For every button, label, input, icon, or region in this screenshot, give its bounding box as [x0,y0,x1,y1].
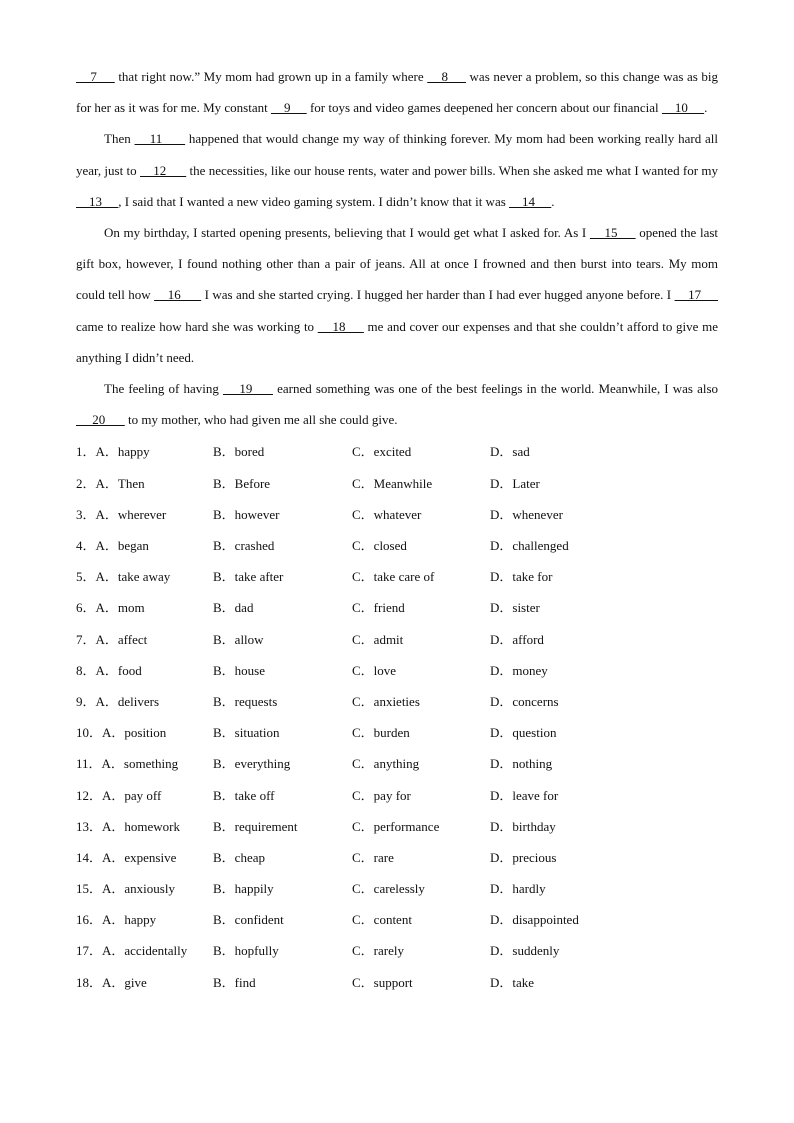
option-b: B．situation [213,725,280,741]
option-a-text: began [117,538,149,553]
option-d: D．birthday [490,818,556,834]
answer-blank: 14 [509,193,552,209]
option-d: D．question [490,725,557,741]
option-d: D．sad [490,444,530,460]
option-b: B．crashed [213,538,275,553]
option-a [76,748,213,779]
option-d: D．whenever [490,506,563,522]
option-a-text: something [123,756,179,772]
question-row [76,624,718,655]
option-c: C．friend [352,600,405,616]
option-c: C．pay for [352,787,411,803]
option-a-text: Then [117,475,145,491]
option-a-text: give [124,974,147,990]
answer-blank: 16 [154,287,202,303]
question-number: 9．A． [76,693,118,709]
option-d: D．afford [490,631,544,647]
option-c: C．admit [352,631,404,647]
passage-text: , I said that I wanted a new video gaming system. I didn’t know that it was [118,193,510,209]
option-a-text: happy [124,912,157,928]
option-b: B．take off [213,787,275,803]
passage-text: Then [104,131,135,147]
option-c: C．anxieties [352,693,420,709]
option-b: B．take after [213,569,284,585]
option-a [76,935,213,966]
option-a [76,561,213,592]
passage-text: happened that would change my way of thinking forever. My mom had been working really hard all year, just to [76,131,718,178]
option-a [76,592,213,623]
passage-text: to my mother, who had given me all she could give. [124,412,398,428]
cloze-passage [76,61,718,435]
option-a [76,811,213,842]
answer-blank: 15 [589,225,636,241]
option-a-text: affect [117,631,148,647]
question-row [76,873,718,904]
option-d: D．sister [490,600,540,616]
answer-blank: 11 [134,131,186,147]
passage-text: I was and she started crying. I hugged her harder than I had ever hugged anyone before. I [201,287,675,303]
option-a [76,717,213,748]
option-b: B．requirement [213,818,298,834]
option-d: D．disappointed [490,912,579,928]
option-b: B．Before [213,475,271,491]
passage-text: me and cover our expenses and that she couldn’t afford to give me anything I didn’t need. [76,318,718,365]
question-number: 5．A． [76,569,118,585]
question-number: 14．A． [76,849,125,865]
option-c: C．closed [352,538,407,553]
option-d: D．hardly [490,881,546,897]
answer-blank: 19 [222,381,273,397]
option-d: D．precious [490,849,557,865]
option-c: C．anything [352,756,420,772]
question-row [76,935,718,966]
option-c: C．performance [352,818,440,834]
option-a [76,967,213,998]
option-a-text: mom [117,600,145,616]
option-b: B．happily [213,881,274,897]
question-row [76,904,718,935]
option-c: C．love [352,662,397,678]
option-d: D．take for [490,569,553,585]
worksheet-page [76,61,718,998]
option-b: B．everything [213,756,291,772]
option-c: C．whatever [352,506,422,522]
option-b: B．confident [213,912,284,928]
passage-text: came to realize how hard she was working to [76,318,318,334]
question-row [76,811,718,842]
answer-blank: 12 [139,162,187,178]
question-number: 6．A． [76,600,118,616]
question-number: 18．A． [76,974,125,990]
question-row [76,436,718,467]
passage-paragraph [76,123,718,217]
option-a [76,436,213,467]
question-number: 11．A． [76,756,124,772]
option-a [76,873,213,904]
option-b: B．however [213,506,280,522]
passage-text: was never a problem, so this change was as big for her as it was for me. My constant [76,69,719,116]
passage-text: for toys and video games deepened her concern about our financial [306,100,662,116]
question-number: 16．A． [76,912,125,928]
option-a-text: expensive [124,849,177,865]
answer-blank: 20 [76,412,125,428]
option-a-text: food [117,662,142,678]
option-c: C．rare [352,849,394,865]
answer-blank: 13 [76,193,119,209]
question-row [76,717,718,748]
passage-paragraph [76,217,718,373]
question-row [76,842,718,873]
question-row [76,748,718,779]
option-b: B．house [213,662,266,678]
option-a-text: take away [117,569,171,585]
option-a [76,624,213,655]
option-c: C．support [352,974,413,990]
question-number: 1．A． [76,444,118,460]
option-a-text: anxiously [124,881,175,897]
question-row [76,655,718,686]
option-a [76,686,213,717]
answer-blank: 9 [270,100,307,116]
option-d: D．leave for [490,787,559,803]
answer-blank: 7 [76,69,115,84]
passage-paragraph [76,61,718,123]
option-a [76,904,213,935]
question-row [76,499,718,530]
answer-blank: 8 [427,69,466,84]
option-b: B．bored [213,444,265,460]
question-row [76,561,718,592]
option-d: D．challenged [490,538,569,553]
question-row [76,686,718,717]
option-b: B．dad [213,600,254,616]
question-number: 10．A． [76,725,125,741]
option-b: B．requests [213,693,278,709]
passage-paragraph [76,373,718,435]
question-row [76,468,718,499]
option-a [76,780,213,811]
option-a [76,499,213,530]
question-row [76,967,718,998]
option-a-text: delivers [117,693,160,709]
option-c: C．excited [352,444,412,460]
passage-text: . [704,100,708,116]
option-a-text: accidentally [124,943,188,959]
option-b: B．hopfully [213,943,279,959]
option-b: B．allow [213,631,264,647]
option-a-text: homework [124,818,180,834]
option-c: C．take care of [352,569,435,585]
question-row [76,592,718,623]
option-b: B．cheap [213,849,265,865]
option-a [76,468,213,499]
passage-text: On my birthday, I started opening presents, believing that I would get what I asked for. As I [104,225,590,241]
question-number: 3．A． [76,506,118,522]
option-c: C．carelessly [352,881,425,897]
option-a-text: happy [117,444,150,460]
answer-blank: 18 [317,318,364,334]
option-d: D．concerns [490,693,559,709]
question-number: 4．A． [76,538,118,553]
passage-text: . [551,193,555,209]
question-number: 15．A． [76,881,125,897]
question-number: 2．A． [76,475,118,491]
passage-text: opened the last gift box, however, I found nothing other than a pair of jeans. All at once I frowned and then burst into tears. My mom could tell how [76,225,719,303]
answer-options [76,436,718,997]
option-a [76,655,213,686]
option-a-text: position [124,725,167,741]
passage-text: The feeling of having [104,381,223,397]
option-d: D．take [490,974,535,990]
option-c: C．content [352,912,412,928]
answer-blank: 17 [674,287,719,303]
question-number: 7．A． [76,631,118,647]
question-row [76,530,718,561]
passage-text: earned something was one of the best feelings in the world. Meanwhile, I was also [272,381,719,397]
option-c: C．burden [352,725,410,741]
question-number: 17．A． [76,943,125,959]
answer-blank: 10 [661,100,705,116]
option-c: C．Meanwhile [352,475,433,491]
option-d: D．Later [490,475,540,491]
passage-text: that right now.” My mom had grown up in a family where [114,69,428,84]
option-a-text: wherever [117,506,167,522]
question-number: 8．A． [76,662,118,678]
option-c: C．rarely [352,943,404,959]
option-d: D．nothing [490,756,553,772]
option-d: D．money [490,662,548,678]
question-number: 13．A． [76,818,125,834]
option-b: B．find [213,974,256,990]
option-d: D．suddenly [490,943,560,959]
passage-text: the necessities, like our house rents, water and power bills. When she asked me what I wanted for my [186,162,718,178]
question-number: 12．A． [76,787,125,803]
option-a-text: pay off [124,787,162,803]
option-a [76,530,213,561]
option-a [76,842,213,873]
question-row [76,780,718,811]
